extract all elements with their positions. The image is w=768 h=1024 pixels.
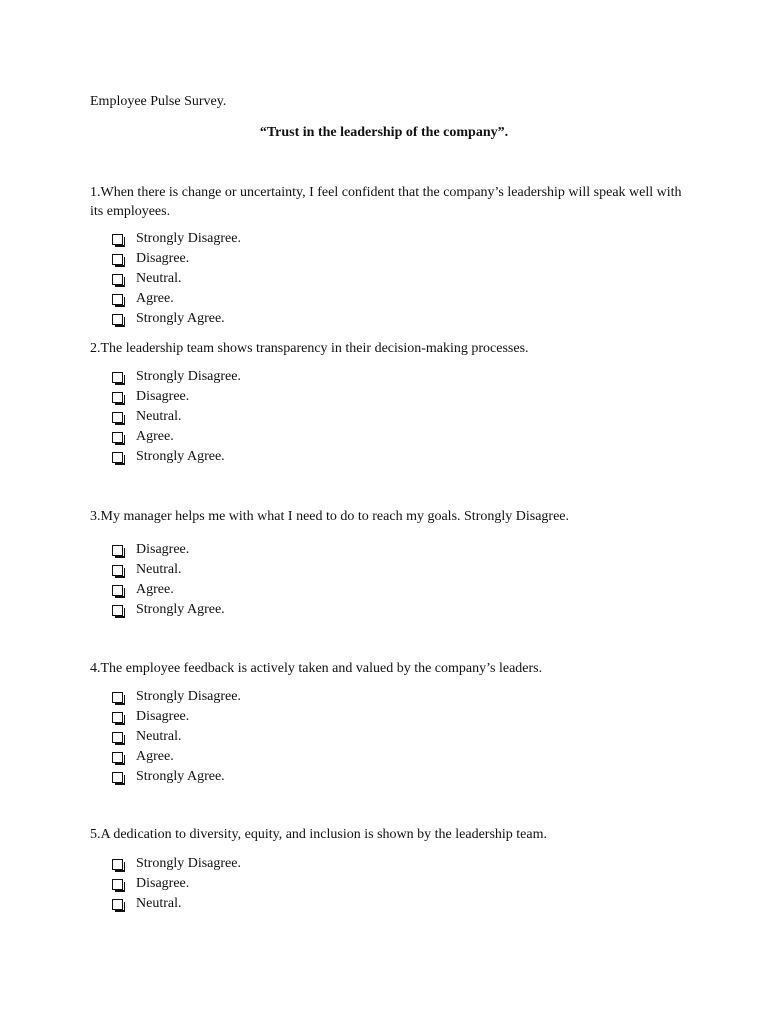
option-label: Strongly Agree. (136, 311, 225, 326)
option-label: Agree. (136, 582, 174, 597)
checkbox-icon[interactable] (112, 294, 123, 305)
checkbox-icon[interactable] (112, 692, 123, 703)
checkbox-icon[interactable] (112, 732, 123, 743)
option-label: Strongly Disagree. (136, 689, 241, 704)
option-label: Strongly Agree. (136, 769, 225, 784)
checkbox-icon[interactable] (112, 712, 123, 723)
question-3-option-neutral[interactable] (112, 560, 225, 580)
checkbox-icon[interactable] (112, 432, 123, 443)
question-1-options (112, 229, 241, 329)
question-5-text: 5.A dedication to diversity, equity, and inclusion is shown by the leadership team. (90, 827, 547, 842)
checkbox-icon[interactable] (112, 752, 123, 763)
checkbox-icon[interactable] (112, 585, 123, 596)
question-2-option-strongly-agree[interactable] (112, 447, 241, 467)
question-4-option-agree[interactable] (112, 747, 241, 767)
question-1-text: 1.When there is change or uncertainty, I feel confident that the company’s leadership will speak well with its employees. (90, 185, 682, 219)
question-3-option-disagree[interactable] (112, 540, 225, 560)
question-4-option-disagree[interactable] (112, 707, 241, 727)
option-label: Disagree. (136, 876, 190, 891)
question-5-options (112, 854, 241, 914)
checkbox-icon[interactable] (112, 274, 123, 285)
option-label: Disagree. (136, 251, 190, 266)
question-1-option-strongly-disagree[interactable] (112, 229, 241, 249)
option-label: Neutral. (136, 409, 182, 424)
checkbox-icon[interactable] (112, 899, 123, 910)
option-label: Strongly Disagree. (136, 369, 241, 384)
option-label: Neutral. (136, 271, 182, 286)
question-4-option-strongly-disagree[interactable] (112, 687, 241, 707)
option-label: Neutral. (136, 896, 182, 911)
question-3-option-agree[interactable] (112, 580, 225, 600)
option-label: Strongly Disagree. (136, 231, 241, 246)
question-2-option-agree[interactable] (112, 427, 241, 447)
question-1-option-neutral[interactable] (112, 269, 241, 289)
checkbox-icon[interactable] (112, 314, 123, 325)
option-label: Strongly Disagree. (136, 856, 241, 871)
option-label: Agree. (136, 749, 174, 764)
question-3-text: 3.My manager helps me with what I need to do to reach my goals. Strongly Disagree. (90, 509, 569, 524)
checkbox-icon[interactable] (112, 412, 123, 423)
question-2-option-strongly-disagree[interactable] (112, 367, 241, 387)
checkbox-icon[interactable] (112, 879, 123, 890)
option-label: Disagree. (136, 709, 190, 724)
question-2-text: 2.The leadership team shows transparency in their decision-making processes. (90, 341, 529, 356)
checkbox-icon[interactable] (112, 565, 123, 576)
question-2-option-disagree[interactable] (112, 387, 241, 407)
option-label: Agree. (136, 291, 174, 306)
option-label: Agree. (136, 429, 174, 444)
checkbox-icon[interactable] (112, 452, 123, 463)
document-subtitle: “Trust in the leadership of the company”. (259, 125, 509, 140)
checkbox-icon[interactable] (112, 234, 123, 245)
checkbox-icon[interactable] (112, 545, 123, 556)
checkbox-icon[interactable] (112, 772, 123, 783)
option-label: Disagree. (136, 542, 190, 557)
option-label: Neutral. (136, 729, 182, 744)
checkbox-icon[interactable] (112, 254, 123, 265)
question-1-option-strongly-agree[interactable] (112, 309, 241, 329)
question-4-options (112, 687, 241, 787)
question-3-option-strongly-agree[interactable] (112, 600, 225, 620)
option-label: Strongly Agree. (136, 449, 225, 464)
checkbox-icon[interactable] (112, 392, 123, 403)
question-4-option-neutral[interactable] (112, 727, 241, 747)
checkbox-icon[interactable] (112, 605, 123, 616)
question-4-text: 4.The employee feedback is actively taken and valued by the company’s leaders. (90, 661, 543, 676)
question-5-option-neutral[interactable] (112, 894, 241, 914)
question-2-option-neutral[interactable] (112, 407, 241, 427)
question-1-option-agree[interactable] (112, 289, 241, 309)
question-1-option-disagree[interactable] (112, 249, 241, 269)
question-4-option-strongly-agree[interactable] (112, 767, 241, 787)
option-label: Strongly Agree. (136, 602, 225, 617)
option-label: Neutral. (136, 562, 182, 577)
checkbox-icon[interactable] (112, 372, 123, 383)
question-2-options (112, 367, 241, 467)
question-5-option-disagree[interactable] (112, 874, 241, 894)
question-3-options (112, 540, 225, 620)
option-label: Disagree. (136, 389, 190, 404)
question-5-option-strongly-disagree[interactable] (112, 854, 241, 874)
document-title: Employee Pulse Survey. (90, 94, 227, 109)
checkbox-icon[interactable] (112, 859, 123, 870)
